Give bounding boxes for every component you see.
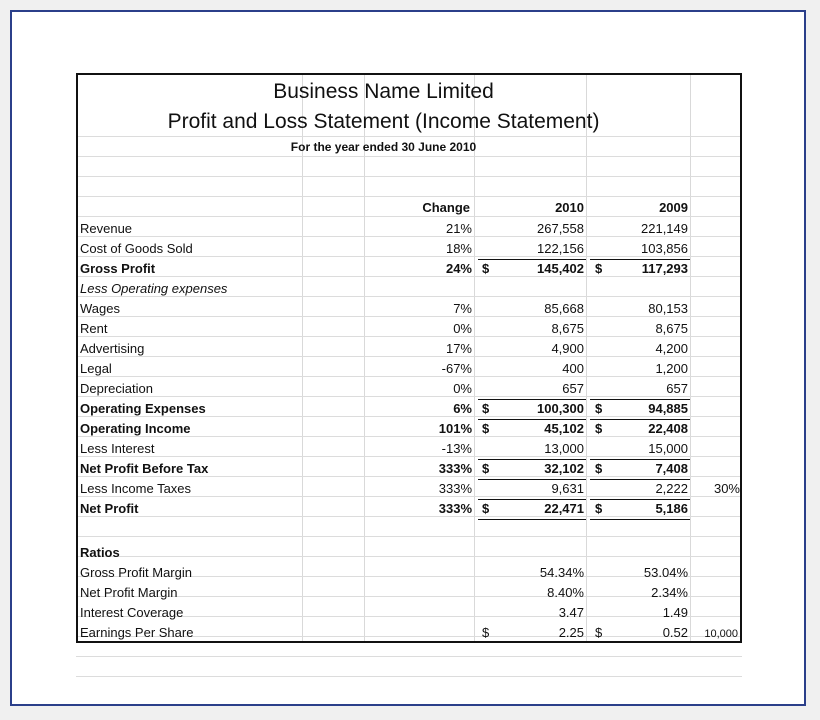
underline xyxy=(590,519,690,520)
change-value: 24% xyxy=(445,261,472,276)
change-value: -13% xyxy=(441,441,472,456)
value-2010: 122,156 xyxy=(537,241,584,256)
underline xyxy=(590,459,690,460)
value-2009: 8,675 xyxy=(655,321,688,336)
change-value: 0% xyxy=(453,321,472,336)
gridline xyxy=(76,556,742,557)
underline xyxy=(590,499,690,500)
change-value: 333% xyxy=(438,461,472,476)
gridline xyxy=(76,176,742,177)
gridline xyxy=(76,656,742,657)
value-2009: 221,149 xyxy=(641,221,688,236)
currency-symbol: $ xyxy=(482,501,490,516)
row-label: Depreciation xyxy=(80,381,153,396)
row-label: Operating Income xyxy=(80,421,191,436)
currency-symbol: $ xyxy=(595,401,603,416)
underline xyxy=(590,259,690,260)
header-change: Change xyxy=(422,200,470,215)
currency-symbol: $ xyxy=(482,461,490,476)
value-2009: 15,000 xyxy=(648,441,688,456)
value-2009: 80,153 xyxy=(648,301,688,316)
gridline xyxy=(302,73,303,643)
shares-count: 10,000 xyxy=(704,628,738,640)
ratio-2009: 1.49 xyxy=(662,605,688,620)
gridline xyxy=(474,73,475,643)
gridline xyxy=(76,216,742,217)
ratio-label: Earnings Per Share xyxy=(80,625,194,640)
underline xyxy=(478,499,586,500)
value-2010: 145,402 xyxy=(537,261,584,276)
currency-symbol: $ xyxy=(595,421,603,436)
currency-symbol: $ xyxy=(482,421,490,436)
value-2009: 4,200 xyxy=(655,341,688,356)
change-value: 333% xyxy=(438,481,472,496)
value-2010: 85,668 xyxy=(544,301,584,316)
value-2010: 8,675 xyxy=(551,321,584,336)
gridline xyxy=(76,196,742,197)
row-label: Revenue xyxy=(80,221,133,236)
underline xyxy=(478,479,586,480)
value-2010: 45,102 xyxy=(544,421,584,436)
row-label: Less Interest xyxy=(80,441,155,456)
currency-symbol: $ xyxy=(595,501,603,516)
underline xyxy=(478,419,586,420)
gridline xyxy=(76,156,742,157)
header-2009: 2009 xyxy=(659,200,688,215)
row-label: Gross Profit xyxy=(80,261,156,276)
currency-symbol: $ xyxy=(482,625,490,640)
value-2010: 267,558 xyxy=(537,221,584,236)
ratio-2009: 53.04% xyxy=(643,565,688,580)
header-2010: 2010 xyxy=(555,200,584,215)
change-value: 18% xyxy=(445,241,472,256)
ratio-2010: 3.47 xyxy=(558,605,584,620)
row-label: Less Income Taxes xyxy=(80,481,192,496)
underline xyxy=(590,399,690,400)
change-value: 7% xyxy=(453,301,472,316)
value-2010: 657 xyxy=(562,381,584,396)
row-label: Legal xyxy=(80,361,112,376)
ratio-2009: 0.52 xyxy=(662,625,688,640)
change-value: 6% xyxy=(453,401,472,416)
ratio-2010: 54.34% xyxy=(539,565,584,580)
gridline xyxy=(76,536,742,537)
ratio-label: Gross Profit Margin xyxy=(80,565,192,580)
value-2010: 400 xyxy=(562,361,584,376)
value-2010: 32,102 xyxy=(544,461,584,476)
value-2010: 100,300 xyxy=(537,401,584,416)
underline xyxy=(478,259,586,260)
tax-rate: 30% xyxy=(713,481,740,496)
statement-title: Profit and Loss Statement (Income Statement) xyxy=(167,110,600,133)
currency-symbol: $ xyxy=(595,461,603,476)
gridline xyxy=(76,676,742,677)
ratios-heading: Ratios xyxy=(80,545,120,560)
ratio-label: Interest Coverage xyxy=(80,605,184,620)
gridline xyxy=(364,73,365,643)
row-label: Cost of Goods Sold xyxy=(80,241,193,256)
change-value: 21% xyxy=(445,221,472,236)
currency-symbol: $ xyxy=(595,261,603,276)
value-2009: 94,885 xyxy=(648,401,688,416)
underline xyxy=(590,419,690,420)
gridline xyxy=(586,73,587,643)
change-value: 333% xyxy=(438,501,472,516)
gridline xyxy=(76,136,742,137)
ratio-2010: 2.25 xyxy=(558,625,584,640)
value-2009: 7,408 xyxy=(655,461,688,476)
underline xyxy=(478,459,586,460)
currency-symbol: $ xyxy=(482,261,490,276)
ratio-label: Net Profit Margin xyxy=(80,585,178,600)
currency-symbol: $ xyxy=(595,625,603,640)
value-2009: 1,200 xyxy=(655,361,688,376)
change-value: 17% xyxy=(445,341,472,356)
row-label: Advertising xyxy=(80,341,145,356)
underline xyxy=(478,399,586,400)
row-label: Net Profit Before Tax xyxy=(80,461,209,476)
value-2009: 103,856 xyxy=(641,241,688,256)
value-2009: 5,186 xyxy=(655,501,688,516)
value-2010: 9,631 xyxy=(551,481,584,496)
row-label: Rent xyxy=(80,321,108,336)
underline xyxy=(590,479,690,480)
change-value: 0% xyxy=(453,381,472,396)
currency-symbol: $ xyxy=(482,401,490,416)
row-label: Wages xyxy=(80,301,120,316)
row-label: Net Profit xyxy=(80,501,139,516)
value-2010: 13,000 xyxy=(544,441,584,456)
change-value: 101% xyxy=(438,421,472,436)
statement-period: For the year ended 30 June 2010 xyxy=(290,140,477,154)
row-label: Less Operating expenses xyxy=(80,281,228,296)
ratio-2009: 2.34% xyxy=(651,585,688,600)
underline xyxy=(478,519,586,520)
value-2009: 117,293 xyxy=(641,261,688,276)
ratio-2010: 8.40% xyxy=(547,585,584,600)
gridline xyxy=(690,73,691,643)
change-value: -67% xyxy=(441,361,472,376)
company-name: Business Name Limited xyxy=(273,80,494,103)
value-2009: 2,222 xyxy=(655,481,688,496)
spreadsheet xyxy=(76,73,742,643)
value-2010: 4,900 xyxy=(551,341,584,356)
row-label: Operating Expenses xyxy=(80,401,206,416)
value-2009: 657 xyxy=(666,381,688,396)
value-2009: 22,408 xyxy=(648,421,688,436)
value-2010: 22,471 xyxy=(544,501,584,516)
